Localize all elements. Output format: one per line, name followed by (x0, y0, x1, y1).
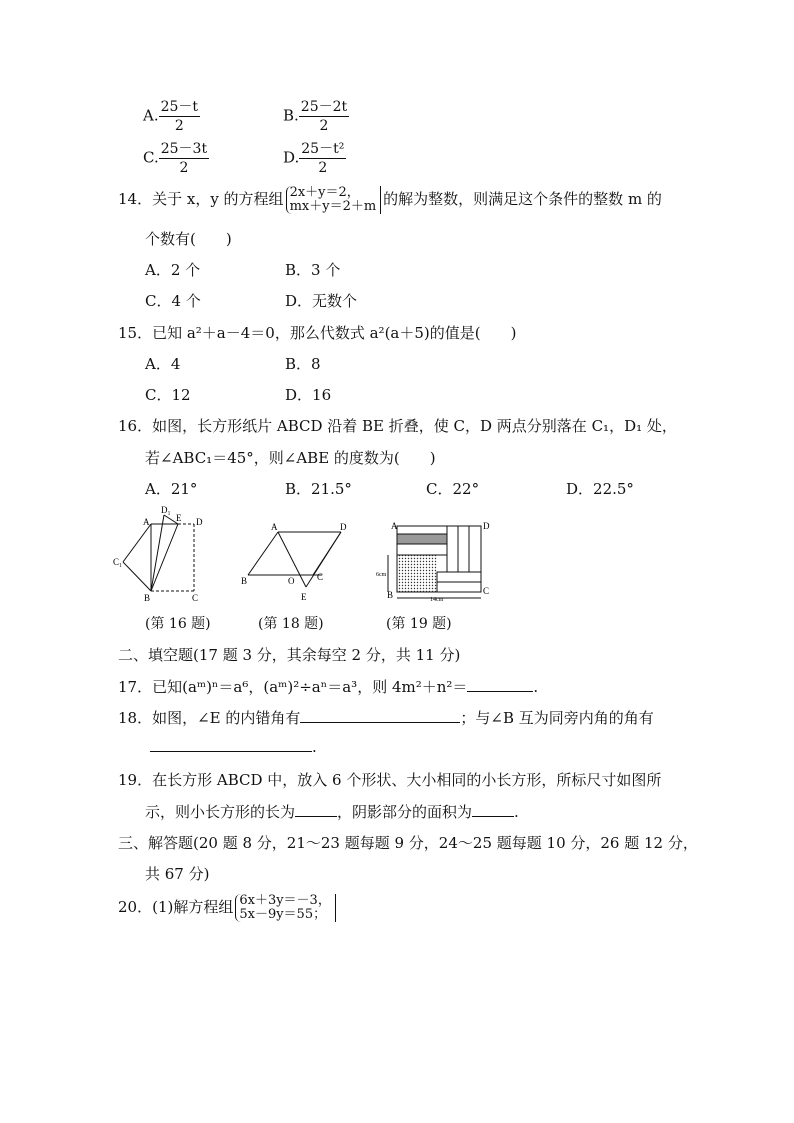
label-e: E (176, 513, 182, 523)
q13-option-b (283, 98, 349, 135)
equation: 2x＋y＝2， (289, 185, 360, 200)
label-c: C (317, 572, 324, 582)
section-3-title: 三、解答题(20 题 8 分，21～23 题每题 9 分，24～25 题每题 10 分，26 题 12 分， (118, 834, 698, 852)
q15-option-b: B．8 (285, 355, 321, 373)
q15-stem: 15．已知 a²＋a－4＝0，那么代数式 a²(a＋5)的值是( ) (118, 324, 517, 342)
numerator: 25－t (160, 99, 199, 115)
label-e: E (301, 592, 307, 602)
fraction (159, 140, 209, 177)
q19-line2 (145, 801, 519, 822)
label-a: A (271, 522, 278, 532)
q18-line2 (150, 738, 317, 756)
numerator: 25－t² (301, 141, 345, 157)
caption-16: (第 16 题) (145, 616, 211, 632)
label-d1: D₁ (161, 506, 171, 515)
option-label: C. (143, 148, 159, 167)
answer-blank[interactable] (472, 816, 514, 817)
q14-option-a: A．2 个 (145, 261, 201, 279)
q14-line2: 个数有( ) (145, 230, 232, 248)
fraction (299, 98, 349, 135)
q16-option-b: B．21.5° (285, 480, 352, 498)
q14-stem-end: 的解为整数，则满足这个条件的整数 m 的 (383, 190, 662, 208)
q17-end: . (533, 678, 539, 696)
equation-system (235, 894, 331, 922)
numerator: 25－3t (160, 141, 208, 157)
label-d: D (196, 517, 203, 527)
label-b: B (241, 576, 248, 586)
option-label: B. (283, 106, 299, 125)
label-c: C (192, 593, 199, 603)
q14-option-d: D．无数个 (285, 292, 358, 310)
q18-line1 (118, 707, 654, 728)
q14-stem: 14．关于 x，y 的方程组 (118, 190, 284, 208)
q14-option-b: B．3 个 (285, 261, 341, 279)
q20 (118, 894, 338, 922)
equation: mx＋y＝2＋m (289, 199, 377, 214)
q15-option-c: C．12 (145, 386, 191, 404)
label-d: D (483, 521, 490, 531)
label-height: 6cm (376, 572, 387, 578)
answer-blank[interactable] (295, 816, 337, 817)
denominator: 2 (174, 118, 184, 134)
option-label: D. (283, 148, 300, 167)
caption-19: (第 19 题) (386, 616, 452, 632)
q14-line1 (118, 186, 662, 214)
label-a: A (143, 517, 150, 527)
q16-line1: 16．如图，长方形纸片 ABCD 沿着 BE 折叠，使 C，D 两点分别落在 C₁，D₁ 处， (118, 417, 677, 435)
section-2-title: 二、填空题(17 题 3 分，其余每空 2 分，共 11 分) (118, 646, 461, 664)
section-3-title-cont: 共 67 分) (145, 865, 210, 883)
system-bar (380, 186, 381, 214)
label-b: B (387, 590, 394, 600)
q19-stem: 示，则小长方形的长为 (145, 803, 296, 821)
q17-stem: 17．已知(aᵐ)ⁿ＝a⁶，(aᵐ)²÷aⁿ＝a³，则 4m²＋n²＝ (118, 678, 468, 696)
denominator: 2 (319, 118, 329, 134)
answer-blank[interactable] (467, 691, 533, 692)
q15-option-a: A．4 (145, 355, 181, 373)
q13-option-a (143, 98, 200, 135)
q19-line1: 19．在长方形 ABCD 中，放入 6 个形状、大小相同的小长方形，所标尺寸如图所 (118, 771, 662, 789)
label-b: B (144, 593, 151, 603)
denominator: 2 (179, 160, 189, 176)
caption-18: (第 18 题) (258, 616, 324, 632)
label-c1: C₁ (113, 557, 123, 567)
figure-18 (238, 518, 358, 606)
q17 (118, 676, 538, 697)
label-width: 14cm (430, 597, 444, 603)
q20-stem: 20．(1)解方程组 (118, 898, 234, 916)
answer-blank[interactable] (300, 722, 460, 723)
figure-19 (374, 512, 500, 604)
q14-option-c: C．4 个 (145, 292, 201, 310)
q18-stem-mid: ；与∠B 互为同旁内角的角有 (460, 709, 654, 727)
label-o: O (288, 576, 295, 586)
q15-option-d: D．16 (285, 386, 332, 404)
q16-line2: 若∠ABC₁＝45°，则∠ABE 的度数为( ) (145, 449, 436, 467)
equation: 6x＋3y＝－3， (239, 893, 331, 908)
option-label: A. (143, 106, 159, 125)
q19-stem-mid: ，阴影部分的面积为 (337, 803, 473, 821)
figure-16 (110, 506, 220, 606)
equation-system (286, 186, 377, 214)
equation: 5x－9y＝55； (239, 907, 327, 922)
answer-blank[interactable] (150, 751, 312, 752)
q16-option-c: C．22° (426, 480, 480, 498)
q18-stem: 18．如图，∠E 的内错角有 (118, 709, 301, 727)
label-d: D (340, 522, 347, 532)
fraction (159, 98, 200, 135)
q13-option-d (283, 140, 346, 177)
label-a: A (391, 521, 398, 531)
numerator: 25－2t (300, 99, 348, 115)
q16-option-a: A．21° (145, 480, 198, 498)
denominator: 2 (318, 160, 328, 176)
q16-option-d: D．22.5° (566, 480, 634, 498)
q13-option-c (143, 140, 209, 177)
label-c: C (483, 586, 490, 596)
q19-end: . (514, 803, 519, 821)
system-bar (335, 894, 336, 922)
fraction (299, 140, 346, 177)
q18-end: . (312, 738, 317, 756)
